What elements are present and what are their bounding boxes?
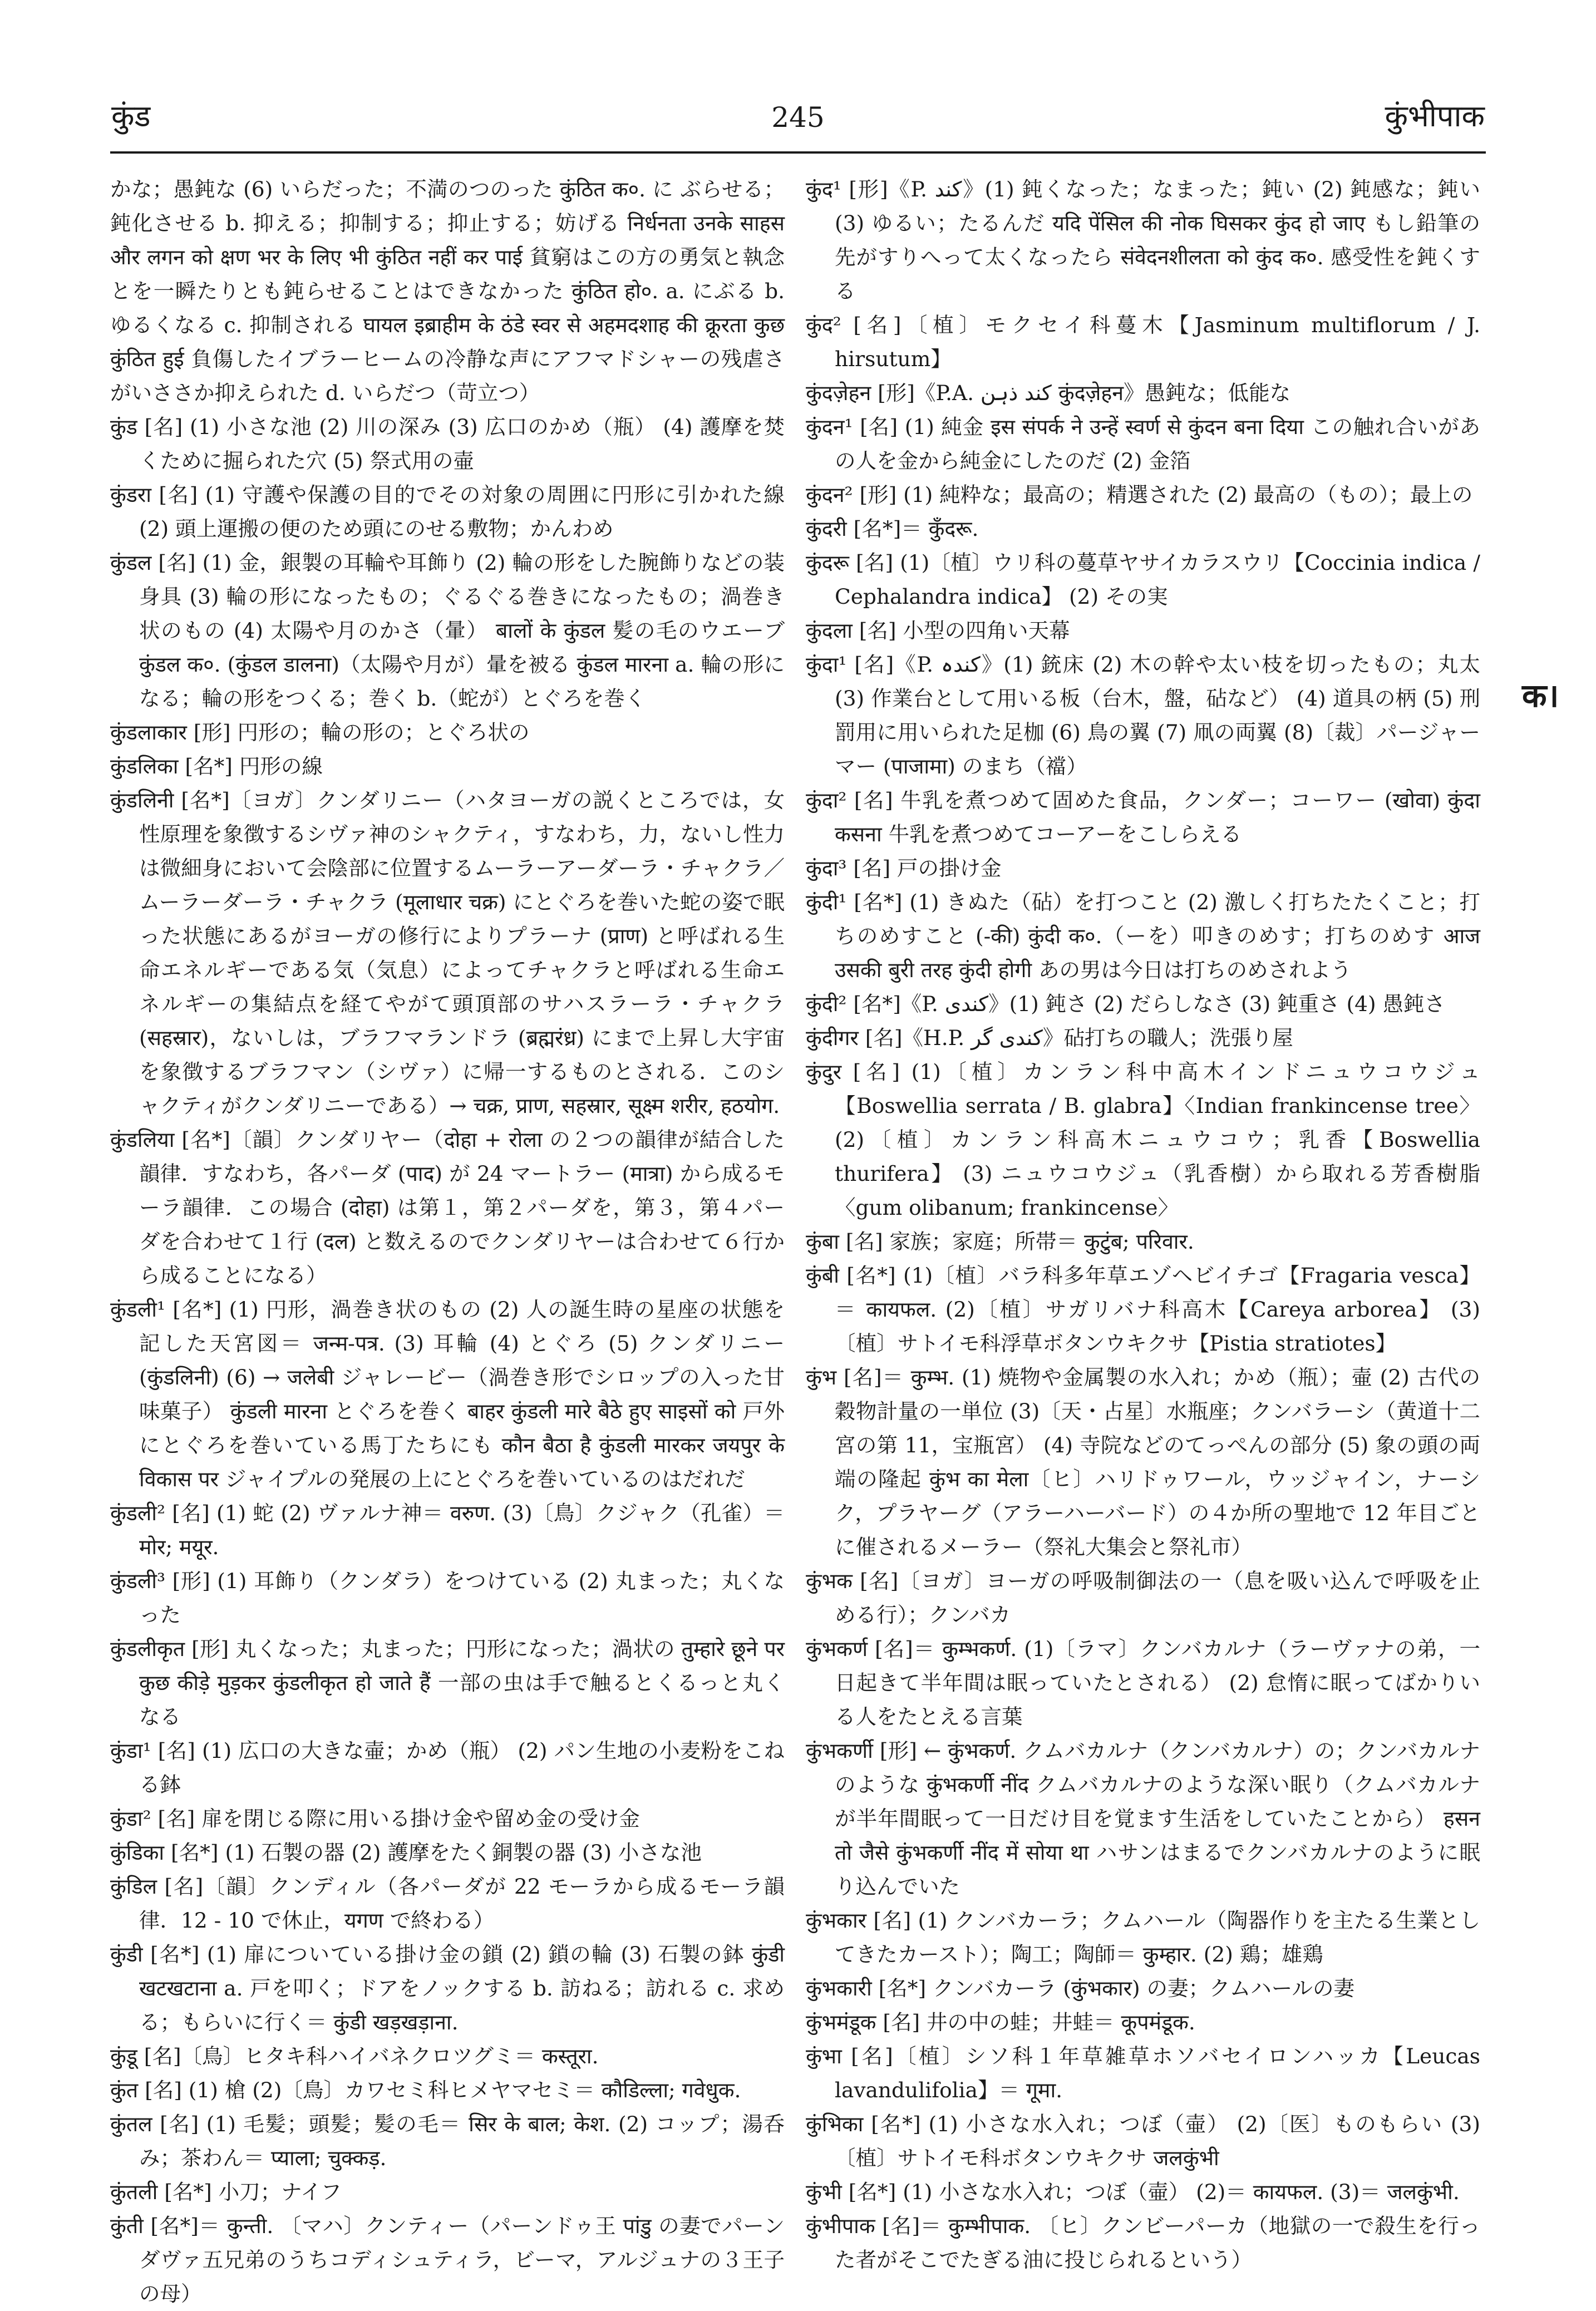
- dictionary-entry: कुंद² [名]〔植〕モクセイ科蔓木【Jasminum multiflorum / J. hirsutum】: [806, 313, 1480, 371]
- right-guide-word: कुंभीपाक: [1385, 98, 1485, 134]
- dictionary-entry: कुंदला [名] 小型の四角い天幕: [806, 618, 1070, 643]
- dictionary-entry: कुंडा² [名] 扉を閉じる際に用いる掛け金や留め金の受け金: [110, 1806, 640, 1831]
- dictionary-entry: कुंदा¹ [名]《P. کندہ》(1) 銃床 (2) 木の幹や太い枝を切ったもの；丸太 (3) 作業台として用いる板（台木，盤，砧など） (4) 道具の柄 (5) 刑罰用に用いられた足枷 (6) 鳥の翼 (7) 凧の両翼 (8)〔裁〕パージャーマー (पाजामा) のまち（襠）: [806, 652, 1480, 778]
- dictionary-entry: कुंभकर्ण [名]＝ कुम्भकर्ण. (1)〔ラマ〕クンバカルナ（ラーヴァナの弟，一日起きて半年間は眠っていたとされる） (2) 怠惰に眠ってばかりいる人をたとえる言葉: [806, 1637, 1480, 1729]
- dictionary-entry: かな；愚鈍な (6) いらだった；不満のつのった कुंठित क०. に ぶらせる；鈍化させる b. 抑える；抑制する；抑止する；妨げる निर्धनता उनके साहस और लगन को क्षण भर के लिए भी कुंठित नहीं कर पाई 貧窮はこの方の勇気と執念とを一瞬たりとも鈍らせることはできなかった कुंठित हो०. a. にぶる b. ゆるくなる c. 抑制される घायल इब्राहीम के ठंडे स्वर से अहमदशाह की क्रूरता कुछ कुंठित हुई 負傷したイブラーヒームの冷静な声にアフマドシャーの残虐さがいささか抑えられた d. いらだつ（苛立つ）: [110, 177, 785, 405]
- dictionary-entry: कुंभिका [名*] (1) 小さな水入れ；つぼ（壷） (2)〔医〕ものもらい (3)〔植〕サトイモ科ボタンウキクサ जलकुंभी: [806, 2112, 1480, 2170]
- dictionary-entry: कुंद¹ [形]《P. کند》(1) 鈍くなった；なまった；鈍い (2) 鈍感な；鈍い (3) ゆるい；たるんだ यदि पेंसिल की नोक घिसकर कुंद हो जाए もし鉛筆の先がすりへって太くなったら संवेदनशीलता को कुंद क०. 感受性を鈍くする: [806, 177, 1480, 303]
- dictionary-entry: कुंदुर [名] (1)〔植〕カンラン科中高木インドニュウコウジュ【Boswellia serrata / B. glabra】〈Indian frankincense tree〉 (2)〔植〕カンラン科高木ニュウコウ；乳香【Boswellia thurifera】 (3) ニュウコウジュ（乳香樹）から取れる芳香樹脂〈gum olibanum; frankincense〉: [806, 1060, 1480, 1220]
- dictionary-entry: कुंडिका [名*] (1) 石製の器 (2) 護摩をたく銅製の器 (3) 小さな池: [110, 1840, 702, 1865]
- dictionary-entry: कुंडली³ [形] (1) 耳飾り（クンダラ）をつけている (2) 丸まった；丸くなった: [110, 1569, 785, 1627]
- left-guide-word: कुंड: [111, 98, 151, 134]
- dictionary-entry: कुंभमंडूक [名] 井の中の蛙；井蛙＝ कूपमंडूक.: [806, 2010, 1195, 2034]
- dictionary-entry: कुंदी² [名*]《P. کندی》(1) 鈍さ (2) だらしなさ (3) 鈍重さ (4) 愚鈍さ: [806, 992, 1446, 1016]
- dictionary-entry: कुंडलीकृत [形] 丸くなった；丸まった；円形になった；渦状の तुम्हारे छूने पर कुछ कीड़े मुड़कर कुंडलीकृत हो जाते हैं 一部の虫は手で触るとくるっと丸くなる: [110, 1637, 785, 1729]
- dictionary-entry: कुंती [名*]＝ कुन्ती. 〔マハ〕クンティー（パーンドゥ王 पांडु の妻でパーンダヴァ五兄弟のうちコディシュティラ，ビーマ，アルジュナの３王子の母）: [110, 2214, 785, 2306]
- dictionary-entry: कुंभ [名]＝ कुम्भ. (1) 焼物や金属製の水入れ；かめ（瓶）；壷 (2) 古代の穀物計量の一単位 (3)〔天・占星〕水瓶座；クンバラーシ（黄道十二宮の第 11，宝瓶宮） (4) 寺院などのてっぺんの部分 (5) 象の頭の両端の隆起 कुंभ का मेला〔ヒ〕ハリドゥワール，ウッジャイン，ナーシク，プラヤーグ（アラーハーバード）の４か所の聖地で 12 年目ごとに催されるメーラー（祭礼大集会と祭礼市）: [806, 1365, 1480, 1559]
- page-number: 245: [771, 101, 825, 134]
- dictionary-entry: कुंदा³ [名] 戸の掛け金: [806, 856, 1002, 880]
- dictionary-entry: कुंदज़ेहन [形]《P.A. کند ذہن कुंदज़ेहन》愚鈍な；低能な: [806, 381, 1291, 405]
- dictionary-entry: कुंभकार [名] (1) クンバカーラ；クムハール（陶器作りを主たる生業としてきたカースト）；陶工；陶師＝ कुम्हार. (2) 鶏；雄鶏: [806, 1908, 1480, 1967]
- dictionary-entry: कुंडल [名] (1) 金，銀製の耳輪や耳飾り (2) 輪の形をした腕飾りなどの装身具 (3) 輪の形になったもの；ぐるぐる巻きになったもの；渦巻き状のもの (4) 太陽や月のかさ（暈） बालों के कुंडल 髪の毛のウエーブ कुंडल क०. (कुंडल डालना)（太陽や月が）暈を被る कुंडल मारना a. 輪の形になる；輪の形をつくる；巻く b.（蛇が）とぐろを巻く: [110, 550, 785, 711]
- dictionary-entry: कुंडलिका [名*] 円形の線: [110, 754, 323, 778]
- dictionary-entry: कुंबी [名*] (1)〔植〕バラ科多年草エゾヘビイチゴ【Fragaria vesca】＝ कायफल. (2)〔植〕サガリバナ科高木【Careya arborea】 (3)〔植〕サトイモ科浮草ボタンウキクサ【Pistia stratiotes】: [806, 1263, 1480, 1356]
- dictionary-entry: कुंदन¹ [名] (1) 純金 इस संपर्क ने उन्हें स्वर्ण से कुंदन बना दिया この触れ合いがあの人を金から純金にしたのだ (2) 金箔: [806, 415, 1480, 473]
- dictionary-entry: कुंदा² [名] 牛乳を煮つめて固めた食品，クンダー；コーワー (खोवा) कुंदा कसना 牛乳を煮つめてコーアーをこしらえる: [806, 788, 1480, 846]
- dictionary-entry: कुंड [名] (1) 小さな池 (2) 川の深み (3) 広口のかめ（瓶） (4) 護摩を焚くために掘られた穴 (5) 祭式用の壷: [110, 415, 785, 473]
- dictionary-entry: कुंदरी [名*]＝ कुँदरू.: [806, 516, 979, 541]
- dictionary-entry: कुंडू [名]〔鳥〕ヒタキ科ハイバネクロツグミ＝ कस्तूरा.: [110, 2044, 599, 2068]
- thumb-index-tab: क।: [1522, 677, 1559, 715]
- dictionary-entry: कुंडलिनी [名*]〔ヨガ〕クンダリニー（ハタヨーガの説くところでは，女性原理を象徴するシヴァ神のシャクティ，すなわち，力，ないし性力は微細身において会陰部に位置するムーラーアーダーラ・チャクラ／ムーラーダーラ・チャクラ (मूलाधार चक्र) にとぐろを巻いた蛇の姿で眠った状態にあるがヨーガの修行によりプラーナ (प्राण) と呼ばれる生命エネルギーである気（気息）によってチャクラと呼ばれる生命エネルギーの集結点を経てやがて頭頂部のサハスラーラ・チャクラ (सहस्रार)，ないしは，ブラフマランドラ (ब्रह्मरंध्र) にまで上昇し大宇宙を象徴するブラフマン（シヴァ）に帰一するものとされる．このシャクティがクンダリニーである）→ चक्र, प्राण, सहस्रार, सूक्ष्म शरीर, हठयोग.: [110, 788, 785, 1118]
- dictionary-entry: कुंभीपाक [名]＝ कुम्भीपाक. 〔ヒ〕クンビーパーカ（地獄の一で殺生を行った者がそこでたぎる油に投じられるという）: [806, 2214, 1480, 2272]
- dictionary-entry: कुंभक [名]〔ヨガ〕ヨーガの呼吸制御法の一（息を吸い込んで呼吸を止める行）；クンバカ: [806, 1569, 1480, 1627]
- dictionary-entry: कुंभकर्णी [形] ← कुंभकर्ण. クムバカルナ（クンバカルナ）の；クンバカルナのような कुंभकर्णी नींद クムバカルナのような深い眠り（クムバカルナが半年間眠って一日だけ目を覚ます生活をしていたことから） हसन तो जैसे कुंभकर्णी नींद में सोया था ハサンはまるでクンバカルナのように眠り込んでいた: [806, 1738, 1480, 1899]
- dictionary-entry: कुंडली¹ [名*] (1) 円形，渦巻き状のもの (2) 人の誕生時の星座の状態を記した天宮図＝ जन्म-पत्र. (3) 耳輪 (4) とぐろ (5) クンダリニー (कुंडलिनी) (6) → जलेबी ジャレービー（渦巻き形でシロップの入った甘味菓子） कुंडली मारना とぐろを巻く बाहर कुंडली मारे बैठे हुए साइसों को 戸外にとぐろを巻いている馬丁たちにも कौन बैठा है कुंडली मारकर जयपुर के विकास पर ジャイプルの発展の上にとぐろを巻いているのはだれだ: [110, 1297, 785, 1491]
- dictionary-entry: कुंभा [名]〔植〕シソ科１年草雑草ホソバセイロンハッカ【Leucas lavandulifolia】＝ गूमा.: [806, 2044, 1480, 2102]
- dictionary-entry: कुंदी¹ [名*] (1) きぬた（砧）を打つこと (2) 激しく打ちたたくこと；打ちのめすこと (-की) कुंदी क०.（ーを）叩きのめす；打ちのめす आज उसकी बुरी तरह कुंदी होगी あの男は今日は打ちのめされよう: [806, 890, 1480, 982]
- dictionary-entry: कुंत [名] (1) 槍 (2)〔鳥〕カワセミ科ヒメヤマセミ＝ कौडिल्ला; गवेधुक.: [110, 2078, 741, 2102]
- dictionary-entry: कुंभी [名*] (1) 小さな水入れ；つぼ（壷） (2)＝ कायफल. (3)＝ जलकुंभी.: [806, 2180, 1460, 2204]
- dictionary-entry: कुंडिल [名]〔韻〕クンディル（各パーダが 22 モーラから成るモーラ韻律．12 - 10 で休止，यगण で終わる）: [110, 1874, 785, 1933]
- dictionary-entry: कुंदरू [名] (1)〔植〕ウリ科の蔓草ヤサイカラスウリ【Coccinia indica / Cephalandra indica】 (2) その実: [806, 550, 1480, 609]
- left-column: [110, 173, 785, 2306]
- dictionary-entry: कुंडी [名*] (1) 扉についている掛け金の鎖 (2) 鎖の輪 (3) 石製の鉢 कुंडी खटखटाना a. 戸を叩く；ドアをノックする b. 訪ねる；訪れる c. 求める；もらいに行く＝ कुंडी खड़खड़ाना.: [110, 1942, 785, 2034]
- dictionary-entry: कुंडरा [名] (1) 守護や保護の目的でその対象の周囲に円形に引かれた線 (2) 頭上運搬の便のため頭にのせる敷物；かんわめ: [110, 482, 785, 541]
- dictionary-entry: कुंडलिया [名*]〔韻〕クンダリヤー（दोहा + रोला の２つの韻律が結合した韻律．すなわち，各パーダ (पाद) が 24 マートラー (मात्रा) から成るモーラ韻律．この場合 (दोहा) は第１，第２パーダを，第３，第４パーダを合わせて１行 (दल) と数えるのでクンダリヤーは合わせて６行から成ることになる）: [110, 1127, 785, 1288]
- dictionary-entry: कुंदीगर [名]《H.P. کندی گر》砧打ちの職人；洗張り屋: [806, 1026, 1293, 1050]
- dictionary-entry: कुंदन² [形] (1) 純粋な；最高の；精選された (2) 最高の（もの）；最上の: [806, 482, 1473, 507]
- dictionary-entry: कुंतली [名*] 小刀；ナイフ: [110, 2180, 342, 2204]
- header-rule: [110, 151, 1486, 154]
- dictionary-entry: कुंडली² [名] (1) 蛇 (2) ヴァルナ神＝ वरुण. (3)〔鳥〕クジャク（孔雀）＝ मोर; मयूर.: [110, 1501, 785, 1559]
- dictionary-entry: कुंतल [名] (1) 毛髪；頭髪；髪の毛＝ सिर के बाल; केश. (2) コップ；湯呑み；茶わん＝ प्याला; चुक्कड़.: [110, 2112, 785, 2170]
- dictionary-entry: कुंडा¹ [名] (1) 広口の大きな壷；かめ（瓶） (2) パン生地の小麦粉をこねる鉢: [110, 1738, 785, 1797]
- dictionary-entry: कुंडलाकार [形] 円形の；輪の形の；とぐろ状の: [110, 720, 530, 745]
- dictionary-entry: कुंभकारी [名*] クンバカーラ (कुंभकार) の妻；クムハールの妻: [806, 1976, 1355, 2000]
- dictionary-entry: कुंबा [名] 家族；家庭；所帯＝ कुटुंब; परिवार.: [806, 1229, 1194, 1254]
- right-column: [806, 173, 1480, 2272]
